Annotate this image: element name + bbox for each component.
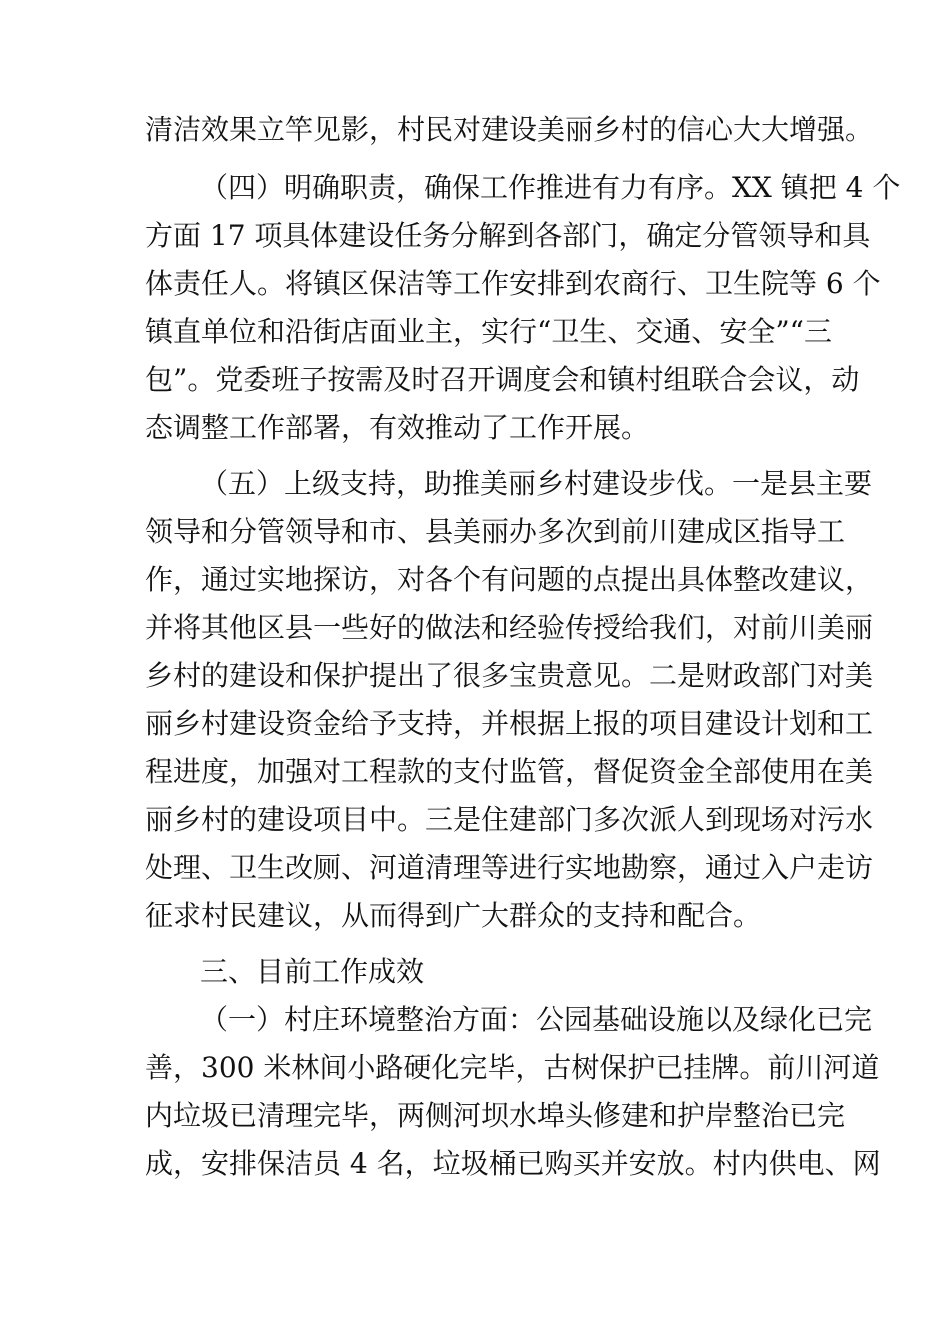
text-line: 善，300 米林间小路硬化完毕，古树保护已挂牌。前川河道 xyxy=(145,1051,880,1084)
text-line: 镇直单位和沿街店面业主，实行“卫生、交通、安全”“三 xyxy=(145,315,832,348)
text-line: 清洁效果立竿见影，村民对建设美丽乡村的信心大大增强。 xyxy=(145,113,874,146)
paragraph-heading-line: （一）村庄环境整治方面：公园基础设施以及绿化已完 xyxy=(200,1003,873,1036)
text-line: 程进度，加强对工程款的支付监管，督促资金全部使用在美 xyxy=(145,755,874,788)
section-heading: 三、目前工作成效 xyxy=(200,955,425,988)
paragraph-heading-line: （四）明确职责，确保工作推进有力有序。XX 镇把 4 个 xyxy=(200,171,901,204)
text-line: 乡村的建设和保护提出了很多宝贵意见。二是财政部门对美 xyxy=(145,659,874,692)
paragraph-heading-line: （五）上级支持，助推美丽乡村建设步伐。一是县主要 xyxy=(200,467,873,500)
text-line: 内垃圾已清理完毕，两侧河坝水埠头修建和护岸整治已完 xyxy=(145,1099,846,1132)
text-line: 成，安排保洁员 4 名，垃圾桶已购买并安放。村内供电、网 xyxy=(145,1147,881,1180)
text-line: 领导和分管领导和市、县美丽办多次到前川建成区指导工 xyxy=(145,515,846,548)
text-line: 处理、卫生改厕、河道清理等进行实地勘察，通过入户走访 xyxy=(145,851,874,884)
text-line: 并将其他区县一些好的做法和经验传授给我们，对前川美丽 xyxy=(145,611,874,644)
text-line: 征求村民建议，从而得到广大群众的支持和配合。 xyxy=(145,899,762,932)
text-line: 体责任人。将镇区保洁等工作安排到农商行、卫生院等 6 个 xyxy=(145,267,881,300)
text-line: 包”。党委班子按需及时召开调度会和镇村组联合会议，动 xyxy=(145,363,860,396)
text-line: 丽乡村的建设项目中。三是住建部门多次派人到现场对污水 xyxy=(145,803,874,836)
text-line: 态调整工作部署，有效推动了工作开展。 xyxy=(145,411,650,444)
text-line: 作，通过实地探访，对各个有问题的点提出具体整改建议， xyxy=(145,563,874,596)
text-line: 丽乡村建设资金给予支持，并根据上报的项目建设计划和工 xyxy=(145,707,874,740)
text-line: 方面 17 项具体建设任务分解到各部门，确定分管领导和具 xyxy=(145,219,871,252)
